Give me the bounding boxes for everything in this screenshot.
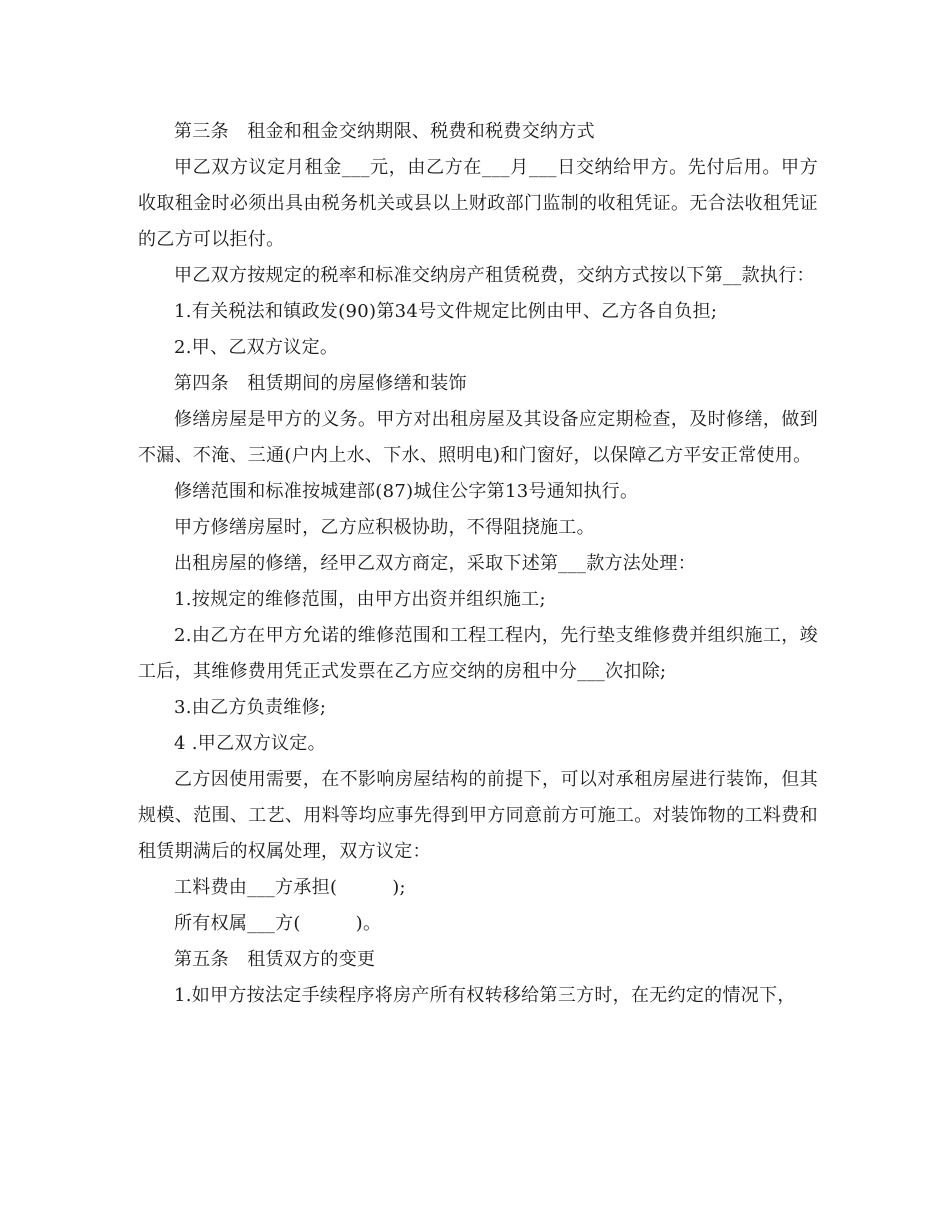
list-item-change-1: 1.如甲方按法定手续程序将房产所有权转移给第三方时，在无约定的情况下， xyxy=(174,985,796,1006)
paragraph-repair-method: 出租房屋的修缮，经甲乙双方商定，采取下述第___款方法处理： xyxy=(174,553,696,574)
paragraph-decoration: 乙方因使用需要，在不影响房屋结构的前提下，可以对承租房屋进行装饰，但其规模、范围、工艺、用料等均应事先得到甲方同意前方可施工。对装饰物的工料费和租赁期满后的权属处理，双方议定： xyxy=(138,769,818,862)
paragraph-ownership: 所有权属___方( )。 xyxy=(174,913,382,934)
list-item-repair-4: 4 .甲乙双方议定。 xyxy=(174,733,326,754)
article-3-heading: 第三条 租金和租金交纳期限、税费和税费交纳方式 xyxy=(174,121,595,142)
list-item-tax-1: 1.有关税法和镇政发(90)第34号文件规定比例由甲、乙方各自负担; xyxy=(174,301,718,322)
paragraph-repair-duty: 修缮房屋是甲方的义务。甲方对出租房屋及其设备应定期检查，及时修缮，做到不漏、不淹、三通(户内上水、下水、照明电)和门窗好，以保障乙方平安正常使用。 xyxy=(138,409,818,466)
paragraph-tax-payment: 甲乙双方按规定的税率和标准交纳房产租赁税费，交纳方式按以下第__款执行： xyxy=(174,265,815,286)
paragraph-repair-cooperation: 甲方修缮房屋时，乙方应积极协助，不得阻挠施工。 xyxy=(174,517,595,538)
document-body xyxy=(138,114,818,1014)
list-item-repair-1: 1.按规定的维修范围，由甲方出资并组织施工; xyxy=(174,589,546,610)
list-item-repair-3: 3.由乙方负责维修; xyxy=(174,697,327,718)
article-4-heading: 第四条 租赁期间的房屋修缮和装饰 xyxy=(174,373,467,394)
list-item-tax-2: 2.甲、乙双方议定。 xyxy=(174,337,339,358)
article-5-heading: 第五条 租赁双方的变更 xyxy=(174,949,376,970)
paragraph-repair-scope: 修缮范围和标准按城建部(87)城住公字第13号通知执行。 xyxy=(174,481,639,502)
paragraph-material-cost: 工料费由___方承担( ); xyxy=(174,877,406,898)
paragraph-rent-amount: 甲乙双方议定月租金___元，由乙方在___月___日交纳给甲方。先付后用。甲方收取租金时必须出具由税务机关或县以上财政部门监制的收租凭证。无合法收租凭证的乙方可以拒付。 xyxy=(138,157,818,250)
list-item-repair-2: 2.由乙方在甲方允诺的维修范围和工程工程内，先行垫支维修费并组织施工，竣工后，其维修费用凭正式发票在乙方应交纳的房租中分___次扣除; xyxy=(138,625,818,682)
